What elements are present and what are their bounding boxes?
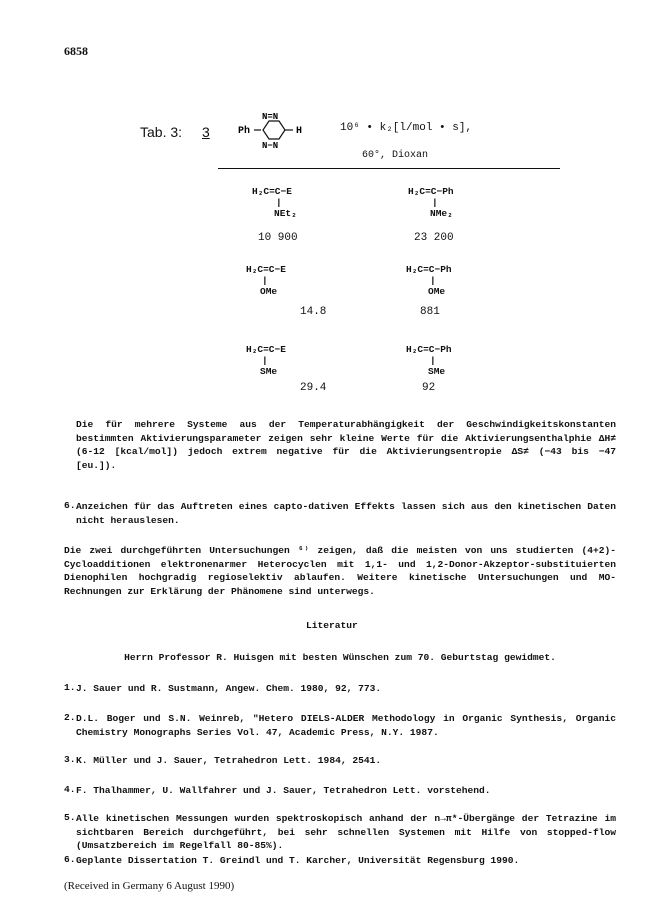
literature-heading: Literatur [306, 620, 358, 631]
formula-bottom: N−N [262, 141, 279, 150]
structure-left-3: H₂C=C−E | SMe [246, 344, 286, 377]
rate-header: 10⁶ • k₂[l/mol • s], [340, 122, 473, 134]
rate-value-1: 10 900 [258, 232, 298, 244]
structure-right-1: H₂C=C−Ph | NMe₂ [408, 186, 454, 219]
rate-value-2: 23 200 [414, 232, 454, 244]
rate-conditions: 60°, Dioxan [362, 150, 429, 161]
ref-1-text: J. Sauer und R. Sustmann, Angew. Chem. 1980, 92, 773. [76, 683, 382, 694]
ref-4-number: 4. [64, 784, 76, 795]
structure-left-1: H₂C=C−E | NEt₂ [252, 186, 297, 219]
ref-6-text: Geplante Dissertation T. Greindl und T. Karcher, Universität Regensburg 1990. [76, 855, 520, 866]
rate-value-5: 29.4 [300, 382, 327, 394]
item-6-number: 6. [64, 500, 76, 511]
ref-5-text: Alle kinetischen Messungen wurden spektroskopisch anhand der n→π*-Übergänge der Tetrazine im sichtbaren Bereich durchgeführt, bei sehr schnellen Systemen mit Hilfe von stopped-flow (Umsatzbereich im Regelfall 80-85%). [76, 813, 616, 852]
ref-2-text: D.L. Boger und S.N. Weinreb, "Hetero DIELS-ALDER Methodology in Organic Synthesis, Organic Chemistry Monographs Series Vol. 47, Academic Press, N.Y. 1987. [76, 713, 616, 738]
tetrazine-structure [238, 110, 308, 150]
structure-right-3: H₂C=C−Ph | SMe [406, 344, 452, 377]
received-note: (Received in Germany 6 August 1990) [64, 880, 235, 892]
formula-right: H [296, 126, 303, 137]
rate-value-6: 92 [422, 382, 436, 394]
structure-left-2: H₂C=C−E | OMe [246, 264, 286, 297]
compound-number: 3 [202, 124, 210, 140]
ref-3-text: K. Müller und J. Sauer, Tetrahedron Lett. 1984, 2541. [76, 755, 382, 766]
dedication: Herrn Professor R. Huisgen mit besten Wünschen zum 70. Geburtstag gewidmet. [124, 652, 556, 663]
ref-4-text: F. Thalhammer, U. Wallfahrer und J. Sauer, Tetrahedron Lett. vorstehend. [76, 785, 491, 796]
rate-value-4: 881 [420, 306, 440, 318]
page-number: 6858 [64, 44, 88, 58]
ref-5-number: 5. [64, 812, 76, 823]
table-rule [218, 168, 560, 169]
ref-1-number: 1. [64, 682, 76, 693]
ref-6-number: 6. [64, 854, 76, 865]
activation-paragraph: Die für mehrere Systeme aus der Temperaturabhängigkeit der Geschwindigkeitskonstanten bestimmten Aktivierungsparameter zeigen sehr kleine Werte für die Aktivierungsenthalphie ΔH≠ (6-12 [kcal/mol]) jedoch extrem negative für die Aktivierungsentropie ΔS≠ (−43 bis −47 [eu.]). [76, 419, 616, 471]
rate-value-3: 14.8 [300, 306, 327, 318]
formula-left: Ph [238, 126, 251, 137]
structure-right-2: H₂C=C−Ph | OMe [406, 264, 452, 297]
table-label: Tab. 3: [140, 124, 183, 140]
ref-3-number: 3. [64, 754, 76, 765]
item-6-text: Anzeichen für das Auftreten eines capto-dativen Effekts lassen sich aus den kinetischen Daten nicht herauslesen. [76, 501, 616, 526]
formula-top: N=N [262, 112, 279, 122]
ref-2-number: 2. [64, 712, 76, 723]
summary-paragraph: Die zwei durchgeführten Untersuchungen ⁶⁾ zeigen, daß die meisten von uns studierten (4+2)-Cycloadditionen elektronenarmer Heterocyclen mit 1,1- und 1,2-Donor-Akzeptor-substituierten Dienophilen hochgradig regioselektiv ablaufen. Weitere kinetische Untersuchungen und MO-Rechnungen zur Erklärung der Phänomene sind unterwegs. [64, 545, 616, 597]
